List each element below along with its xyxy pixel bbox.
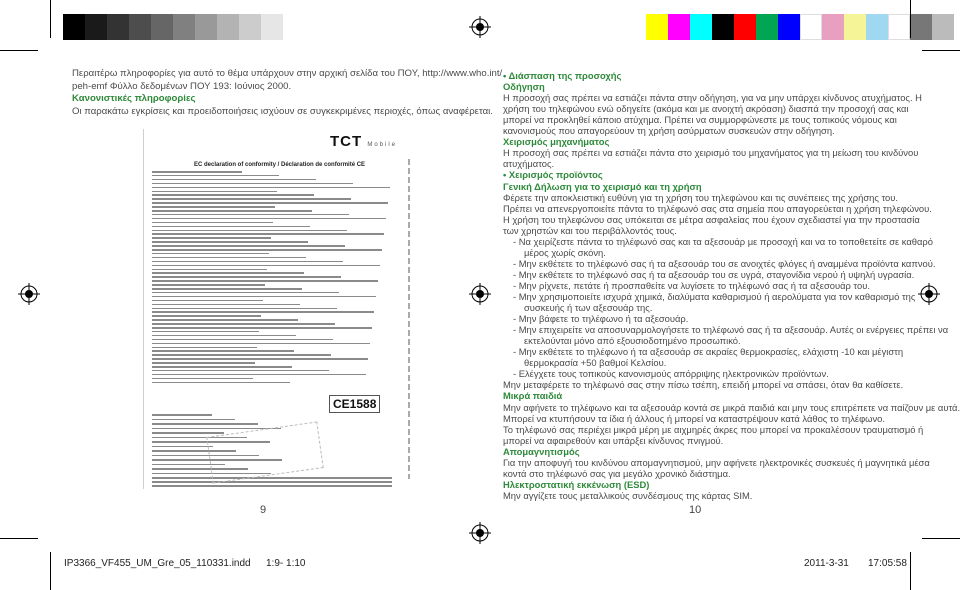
gray-swatch xyxy=(129,14,151,40)
certificate-footer-line xyxy=(152,481,392,483)
crop-mark xyxy=(50,552,51,590)
certificate-text-line xyxy=(152,171,242,173)
footer-pages: 1:9- 1:10 xyxy=(266,558,306,569)
gray-swatch xyxy=(85,14,107,40)
certificate-text-line xyxy=(152,358,368,360)
certificate-text-line xyxy=(152,308,337,310)
right-text-line: - Να χειρίζεστε πάντα το τηλέφωνό σας και τα αξεσουάρ με προσοχή και να το τοποθετείτε σε καθαρό xyxy=(513,235,933,247)
certificate-text-line xyxy=(152,304,300,306)
certificate-text-line xyxy=(152,218,386,220)
gray-swatch xyxy=(217,14,239,40)
certificate-text-line xyxy=(152,319,298,321)
color-swatch xyxy=(646,14,668,40)
certificate-text-line xyxy=(152,284,265,286)
right-text-line: μέρος χωρίς σκόνη. xyxy=(524,246,606,258)
certificate-text-line xyxy=(152,269,267,271)
color-swatch xyxy=(932,14,954,40)
certificate-text-line xyxy=(152,276,341,278)
gray-swatch xyxy=(195,14,217,40)
footer-filename: IP3366_VF455_UM_Gre_05_110331.indd xyxy=(64,558,251,569)
right-text-line: μπορεί να αφαιρεθούν και υπάρξει κίνδυνος πνιγμού. xyxy=(503,434,724,446)
color-swatch xyxy=(800,14,822,40)
footer-date: 2011-3-31 xyxy=(804,558,849,569)
certificate-text-line xyxy=(152,202,388,204)
crop-mark xyxy=(0,50,38,51)
certificate-text-line xyxy=(152,253,269,255)
declaration-title: EC declaration of conformity / Déclaration de conformité CE xyxy=(194,162,366,168)
right-text-line: - Ελέγχετε τους τοπικούς κανονισμούς απόρριψης ηλεκτρονικών προϊόντων. xyxy=(513,368,829,380)
color-swatch xyxy=(844,14,866,40)
right-text-line: Μπορεί να κτυπήσουν τα ίδια ή άλλους ή μπορεί να καταστρέψουν κατά λάθος το τηλέφωνο. xyxy=(503,412,885,424)
gray-swatch xyxy=(151,14,173,40)
certificate-text-line xyxy=(152,272,304,274)
certificate-text-line xyxy=(152,257,306,259)
certificate-text-line xyxy=(152,214,349,216)
certificate-text-line xyxy=(152,327,372,329)
certificate-text-line xyxy=(152,230,347,232)
certificate-text-line xyxy=(152,331,259,333)
certificate-text-line xyxy=(152,382,290,384)
certificate-text-line xyxy=(152,237,271,239)
certificate-text-line xyxy=(152,292,339,294)
registration-mark-icon xyxy=(18,283,40,305)
certificate-text-line xyxy=(152,374,366,376)
right-text-line: - Μην βάφετε το τηλέφωνο ή τα αξεσουάρ. xyxy=(513,313,689,325)
certificate-text-line xyxy=(152,280,378,282)
certificate-text-line xyxy=(152,175,279,177)
gray-swatch xyxy=(261,14,283,40)
certificate-text-line xyxy=(152,300,263,302)
page-number-right: 10 xyxy=(689,504,702,516)
crop-mark xyxy=(922,538,960,539)
right-text-line: εκτελούνται μόνο από εξουσιοδοτημένο προσωπικό. xyxy=(524,335,741,347)
right-text-line: κοντά στο τηλέφωνό σας για μεγάλο χρονικό διάστημα. xyxy=(503,467,731,479)
right-text-line: Η χρήση του τηλεφώνου σας υπόκειται σε μέτρα ασφαλείας που έχουν σχεδιαστεί για την προστασία xyxy=(503,213,920,225)
certificate-text-line xyxy=(152,378,253,380)
left-text-line: peh-emf Φύλλο δεδομένων ΠΟΥ 193: Ιούνιος 2000. xyxy=(72,80,292,92)
crop-mark xyxy=(910,0,911,38)
right-text-line: Απομαγνητισμός xyxy=(503,445,580,457)
certificate-text-line xyxy=(152,315,261,317)
right-text-line: - Μην εκθέτετε το τηλέφωνο ή τα αξεσουάρ σε ακραίες θερμοκρασίες, ελάχιστη -10 και μέγιστη xyxy=(513,346,904,358)
certificate-text-line xyxy=(152,233,384,235)
right-text-line: Το τηλέφωνό σας περιέχει μικρά μέρη με αιχμηρές άκρες που μπορεί να προκαλέσουν τραυματισμό ή xyxy=(503,423,924,435)
color-swatch xyxy=(778,14,800,40)
certificate-text-line xyxy=(152,423,258,425)
certificate-text-line xyxy=(152,249,382,251)
certificate-text-line xyxy=(152,414,212,416)
certificate-text-line xyxy=(152,191,277,193)
right-text-line: Χειρισμός μηχανήματος xyxy=(503,136,610,148)
certificate-text-line xyxy=(152,370,329,372)
certificate-text-line xyxy=(152,187,390,189)
right-text-line: Μην αγγίζετε τους μεταλλικούς συνδέσμους της κάρτας SIM. xyxy=(503,489,753,501)
certificate-text-line xyxy=(152,183,353,185)
right-text-line: Η προσοχή σας πρέπει να εστιάζει πάντα στην οδήγηση, για να μην υπάρχει κίνδυνος ατυχήματος. Η xyxy=(503,92,922,104)
right-text-line: χρήση του τηλεφώνου ενώ οδηγείτε (ακόμα και με ανοιχτή ακρόαση) διασπά την προσοχή σας και xyxy=(503,103,909,115)
certificate-text-line xyxy=(152,222,273,224)
certificate-text-line xyxy=(152,194,314,196)
certificate-text-line xyxy=(152,350,294,352)
color-swatch xyxy=(888,14,910,40)
certificate-text-line xyxy=(152,198,351,200)
right-text-line: των χρηστών και του περιβάλλοντός τους. xyxy=(503,224,677,236)
right-text-line: Μην μεταφέρετε το τηλέφωνό σας στην πίσω τσέπη, επειδή μπορεί να σπάσει, όταν θα καθίσετε. xyxy=(503,379,904,391)
company-stamp xyxy=(206,421,323,483)
color-swatch xyxy=(866,14,888,40)
right-text-line: Η προσοχή σας πρέπει να εστιάζει πάντα στο χειρισμό του μηχανήματος για τη μείωση του κινδύνου xyxy=(503,147,919,159)
certificate-text-line xyxy=(152,366,292,368)
color-swatch xyxy=(822,14,844,40)
certificate-text-line xyxy=(152,335,296,337)
right-text-line: Οδήγηση xyxy=(503,81,545,93)
color-swatch xyxy=(756,14,778,40)
right-text-line: - Μην εκθέτετε το τηλέφωνό σας ή τα αξεσουάρ του σε ανοιχτές φλόγες ή αναμμένα προϊόντα καπνού. xyxy=(513,257,936,269)
tct-mobile-logo: TCT Mobile xyxy=(330,133,398,150)
registration-mark-icon xyxy=(469,522,491,544)
certificate-text-line xyxy=(152,354,331,356)
declaration-of-conformity-image xyxy=(143,129,412,489)
registration-mark-icon xyxy=(918,283,940,305)
certificate-text-line xyxy=(152,362,255,364)
crop-mark xyxy=(0,538,38,539)
certificate-text-line xyxy=(152,446,213,448)
certificate-text-line xyxy=(152,311,374,313)
certificate-text-line xyxy=(152,265,380,267)
footer-time: 17:05:58 xyxy=(868,558,907,569)
right-text-line: Πρέπει να απενεργοποιείτε πάντα το τηλέφωνό σας στα σημεία που απαγορεύεται η χρήση τηλεφώνου. xyxy=(503,202,932,214)
certificate-text-line xyxy=(152,323,335,325)
right-text-line: Ηλεκτροστατική εκκένωση (ESD) xyxy=(503,478,650,490)
gray-swatch xyxy=(239,14,261,40)
right-text-line: - Μην εκθέτετε το τηλέφωνό σας ή τα αξεσουάρ του σε υγρά, σταγονίδια νερού ή υψηλή υγρασία. xyxy=(513,268,915,280)
gray-swatch xyxy=(173,14,195,40)
right-text-line: ατυχήματος. xyxy=(503,158,555,170)
certificate-text-line xyxy=(152,432,224,434)
registration-mark-icon xyxy=(469,283,491,305)
left-text-line: Κανονιστικές πληροφορίες xyxy=(72,93,196,104)
right-text-line: Μην αφήνετε το τηλέφωνο και τα αξεσουάρ κοντά σε μικρά παιδιά και μην τους επιτρέπετε να παίζουν με αυτά. xyxy=(503,401,960,413)
right-text-line: Γενική Δήλωση για το χειρισμό και τη χρήση xyxy=(503,180,702,192)
color-swatch xyxy=(690,14,712,40)
gray-swatch xyxy=(107,14,129,40)
right-text-line: Για την αποφυγή του κινδύνου απομαγνητισμού, μην αφήνετε ηλεκτρονικές συσκευές ή μαγνητικά μέσα xyxy=(503,456,930,468)
right-text-line: Φέρετε την αποκλειστική ευθύνη για τη χρήση του τηλεφώνου και τις συνέπειες της χρήσης του. xyxy=(503,191,898,203)
crop-mark xyxy=(922,50,960,51)
right-text-line: κανονισμούς που απαγορεύουν τη χρήση ασύρματων συσκευών στην οδήγηση. xyxy=(503,125,835,137)
color-swatch xyxy=(734,14,756,40)
gray-swatch xyxy=(63,14,85,40)
certificate-text-line xyxy=(152,343,370,345)
certificate-text-line xyxy=(152,288,302,290)
left-text-line: Περαιτέρω πληροφορίες για αυτό το θέμα υπάρχουν στην αρχική σελίδα του ΠΟΥ, http://www.who.int/ xyxy=(72,68,503,79)
right-text-line: - Μην χρησιμοποιείτε ισχυρά χημικά, διαλύματα καθαρισμού ή αερολύματα για τον καθαρισμό της xyxy=(513,291,916,302)
certificate-text-line xyxy=(152,206,275,208)
crop-mark xyxy=(910,552,911,590)
certificate-text-line xyxy=(152,245,345,247)
vertical-address-strip xyxy=(408,159,410,479)
color-swatch xyxy=(668,14,690,40)
certificate-text-line xyxy=(152,226,310,228)
right-text-line: • Χειρισμός προϊόντος xyxy=(503,169,603,181)
certificate-footer-line xyxy=(152,477,392,479)
registration-mark-icon xyxy=(469,16,491,38)
right-text-line: συσκευής ή των αξεσουάρ της. xyxy=(524,302,653,314)
right-text-line: - Μην ρίχνετε, πετάτε ή προσπαθείτε να λυγίσετε το τηλέφωνό σας ή τα αξεσουάρ του. xyxy=(513,279,870,291)
left-text-line: Οι παρακάτω εγκρίσεις και προειδοποιήσεις ισχύουν σε συγκεκριμένες περιοχές, όπως αναφέρεται. xyxy=(72,105,493,117)
gray-print-bar xyxy=(63,14,283,40)
color-swatch xyxy=(712,14,734,40)
certificate-text-line xyxy=(152,347,257,349)
certificate-text-line xyxy=(152,210,312,212)
page-number-left: 9 xyxy=(260,504,267,516)
certificate-text-line xyxy=(152,339,333,341)
certificate-text-line xyxy=(152,241,308,243)
color-print-bar xyxy=(646,14,954,40)
right-text-line: μπορεί να προκληθεί κάποιο ατύχημα. Πρέπει να συμμορφώνεστε με τους τοπικούς νόμους και xyxy=(503,114,897,126)
certificate-text-line xyxy=(152,179,316,181)
certificate-text-line xyxy=(152,296,376,298)
right-text-line: θερμοκρασία +50 βαθμοί Κελσίου. xyxy=(524,357,667,369)
color-swatch xyxy=(910,14,932,40)
certificate-footer-line xyxy=(152,485,392,487)
ce-mark: CE1588 xyxy=(329,395,380,413)
crop-mark xyxy=(50,0,51,38)
certificate-text-line xyxy=(152,419,235,421)
right-text-line: - Μην επιχειρείτε να αποσυναρμολογήσετε το τηλέφωνό σας ή τα αξεσουάρ. Αυτές οι ενέργειες πρέπει να xyxy=(513,324,949,336)
certificate-text-line xyxy=(152,261,343,263)
right-text-line: • Διάσπαση της προσοχής xyxy=(503,70,622,81)
right-text-line: Μικρά παιδιά xyxy=(503,390,563,402)
